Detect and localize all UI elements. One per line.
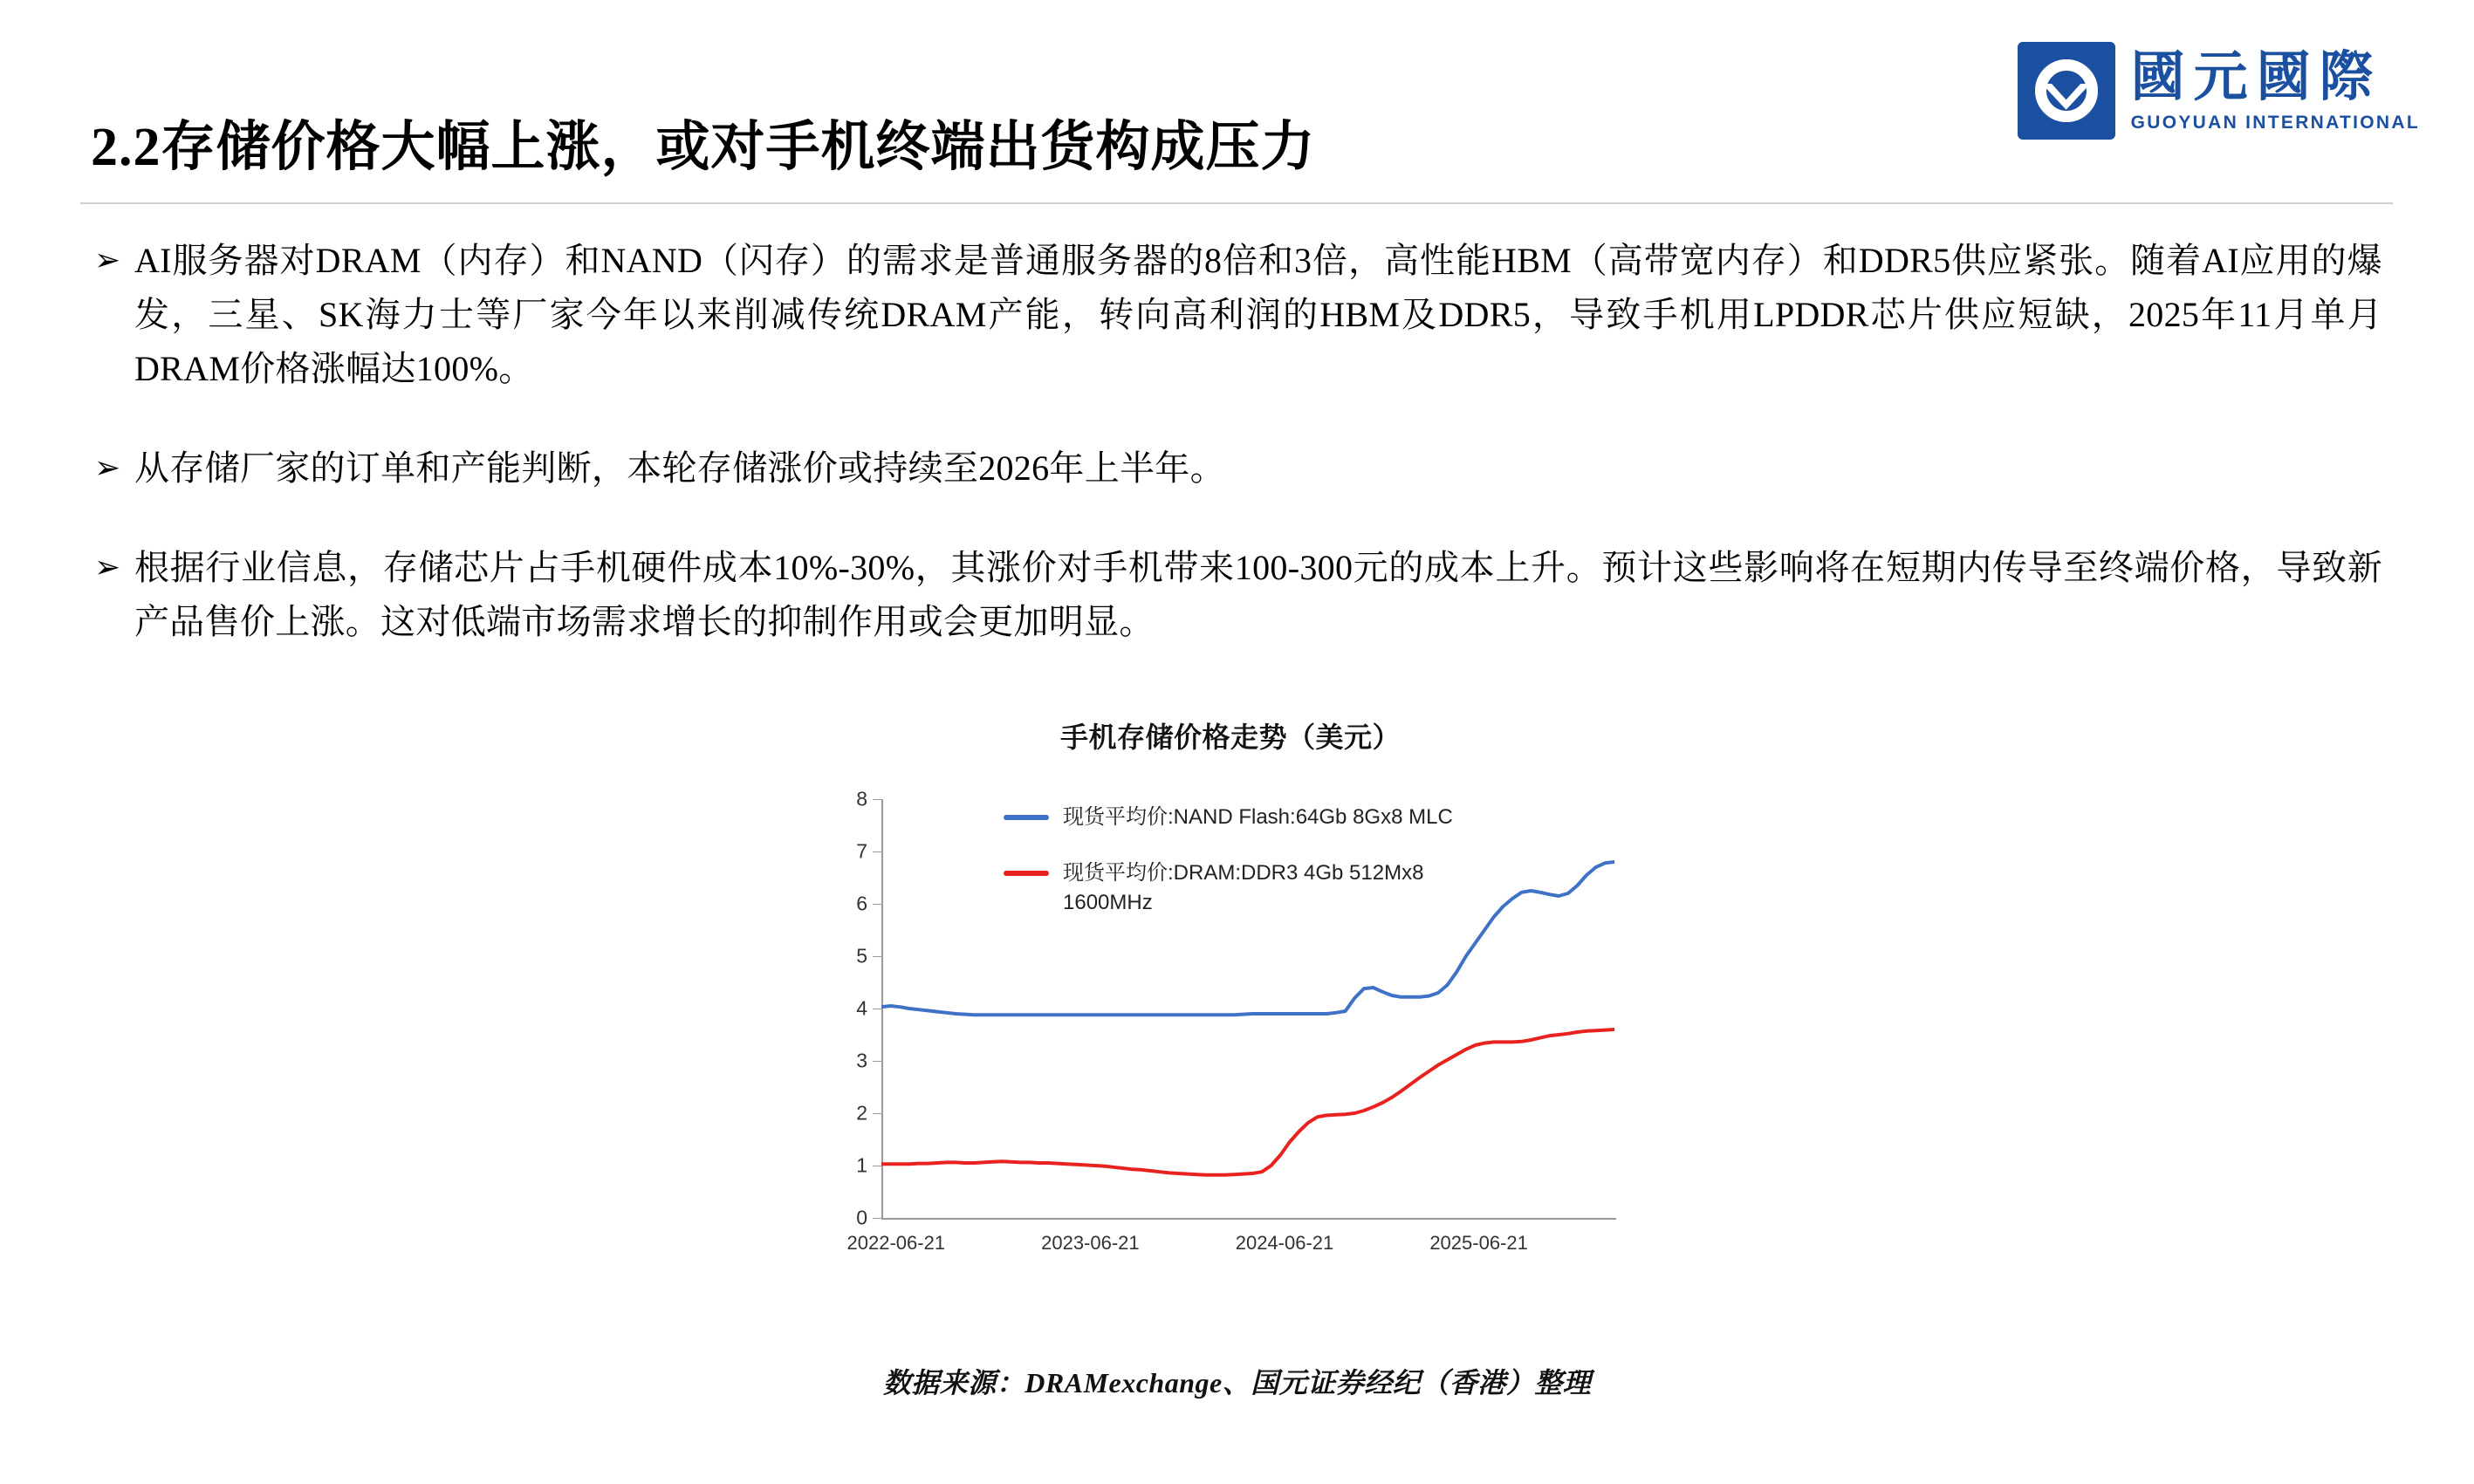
series-line — [881, 1029, 1614, 1175]
bullet-text: 从存储厂家的订单和产能判断，本轮存储涨价或持续至2026年上半年。 — [134, 448, 1225, 488]
legend-swatch — [1004, 871, 1049, 876]
y-axis-tick-label: 6 — [856, 892, 867, 915]
list-item — [94, 541, 2389, 649]
x-axis-tick-label: 2025-06-21 — [1429, 1232, 1528, 1254]
legend-label: 现货平均价:DRAM:DDR3 4Gb 512Mx8 1600MHz — [1063, 861, 1424, 914]
y-axis-tick-label: 5 — [856, 944, 867, 968]
y-axis-tick-label: 1 — [856, 1153, 867, 1177]
y-axis-tick-label: 0 — [856, 1206, 867, 1229]
bullet-text: 根据行业信息，存储芯片占手机硬件成本10%-30%，其涨价对手机带来100-300元的成本上升。预计这些影响将在短期内传导至终端价格，导致新产品售价上涨。这对低端市场需求增长的抑制作用或会更加明显。 — [134, 548, 2382, 641]
legend-item — [1004, 858, 1562, 918]
legend-item — [1004, 803, 1562, 832]
logo-english-name: GUOYUAN INTERNATIONAL — [2130, 112, 2420, 133]
bullet-text: AI服务器对DRAM（内存）和NAND（闪存）的需求是普通服务器的8倍和3倍，高性能HBM（高带宽内存）和DDR5供应紧张。随着AI应用的爆发，三星、SK海力士等厂家今年以来削减传统DRAM产能，转向高利润的HBM及DDR5，导致手机用LPDDR芯片供应短缺，2025年11月单月DRAM价格涨幅达100%。 — [134, 241, 2382, 388]
x-axis-tick-label: 2024-06-21 — [1235, 1232, 1334, 1254]
logo-text — [2130, 47, 2420, 133]
logo-chinese-name: 國元國際 — [2130, 47, 2382, 107]
bullet-arrow-icon: ➢ — [94, 450, 121, 486]
bullet-arrow-icon: ➢ — [94, 243, 121, 278]
x-axis-tick-label: 2023-06-21 — [1041, 1232, 1140, 1254]
y-axis-tick-label: 7 — [856, 839, 867, 863]
legend-label: 现货平均价:NAND Flash:64Gb 8Gx8 MLC — [1063, 805, 1453, 829]
y-axis-tick-label: 2 — [856, 1101, 867, 1125]
x-axis-line — [881, 1218, 1616, 1220]
bullet-arrow-icon: ➢ — [94, 550, 121, 585]
price-trend-chart — [785, 715, 1676, 1326]
chart-title: 手机存储价格走势（美元） — [1059, 721, 1401, 753]
y-axis-tick-label: 8 — [856, 787, 867, 810]
x-axis-tick-label: 2022-06-21 — [846, 1232, 946, 1254]
list-item — [94, 441, 2389, 496]
title-divider — [80, 202, 2393, 204]
y-axis-tick-label: 3 — [856, 1049, 867, 1072]
brand-logo — [2018, 42, 2420, 140]
source-note: 数据来源：DRAMexchange、国元证券经纪（香港）整理 — [882, 1367, 1592, 1399]
chart-plot-area — [785, 782, 1676, 1270]
list-item — [94, 234, 2389, 396]
logo-mark-icon — [2018, 42, 2115, 140]
chart-legend — [1004, 803, 1562, 944]
legend-swatch — [1004, 815, 1049, 820]
y-axis-tick-label: 4 — [856, 996, 867, 1020]
bullet-list — [94, 234, 2389, 694]
page-title: 2.2存储价格大幅上涨，或对手机终端出货构成压力 — [91, 118, 1316, 177]
